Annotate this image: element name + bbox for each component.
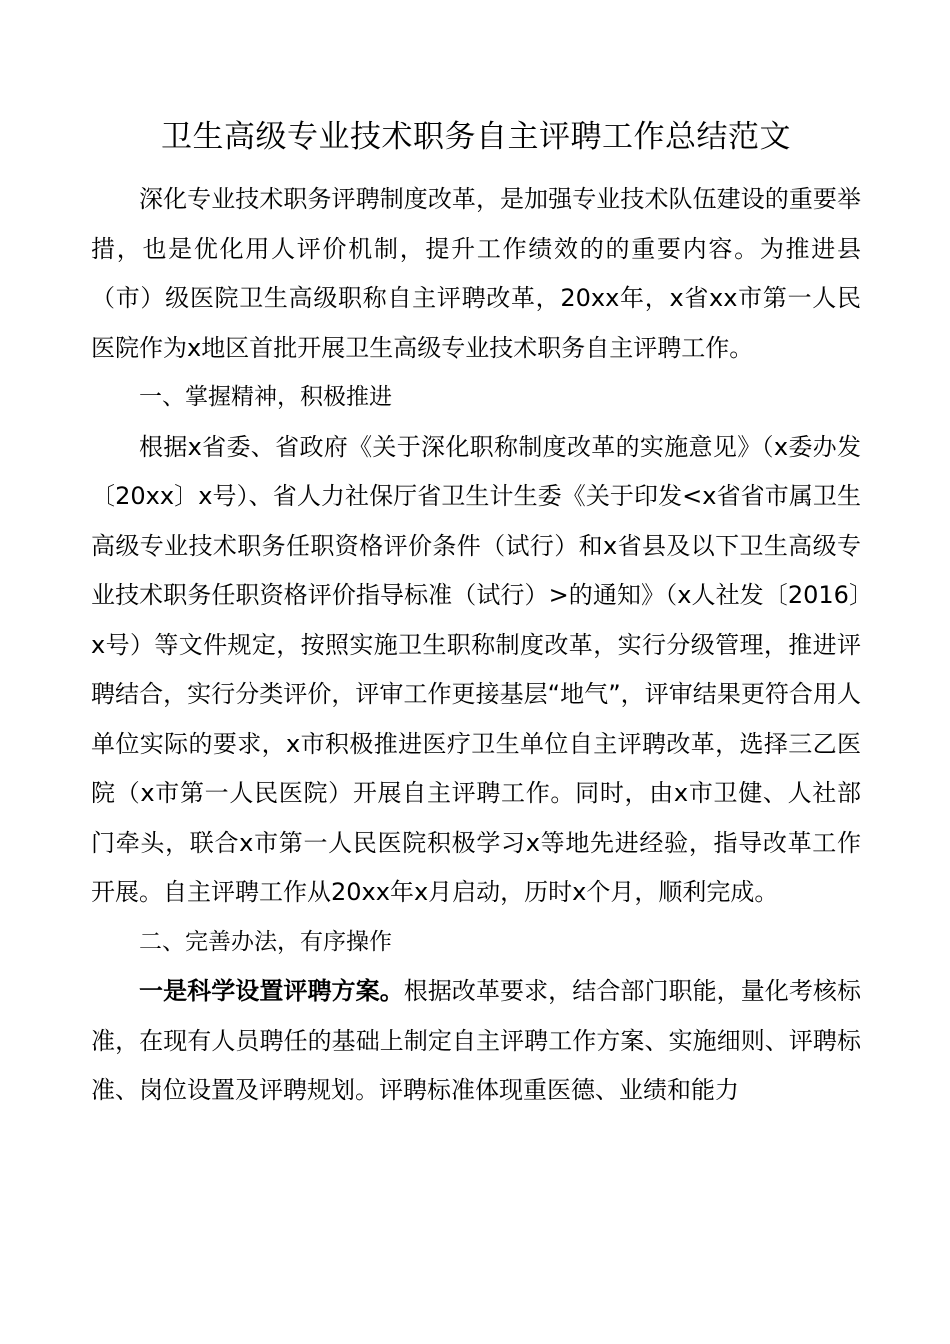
document-title: 卫生高级专业技术职务自主评聘工作总结范文 — [161, 119, 791, 155]
section-2-paragraph — [91, 967, 861, 1116]
section-2-lead: 一是科学设置评聘方案。 — [139, 977, 404, 1005]
intro-paragraph: 深化专业技术职务评聘制度改革，是加强专业技术队伍建设的重要举措，也是优化用人评价机制，提升工作绩效的的重要内容。为推进县（市）级医院卫生高级职称自主评聘改革，20xx年，x省xx市第一人民医院作为x地区首批开展卫生高级专业技术职务自主评聘工作。 — [91, 185, 861, 362]
section-1-paragraph: 根据x省委、省政府《关于深化职称制度改革的实施意见》（x委办发〔20xx〕x号）、省人力社保厅省卫生计生委《关于印发<x省省市属卫生高级专业技术职务任职资格评价条件（试行）和x省县及以下卫生高级专业技术职务任职资格评价指导标准（试行）>的通知》（x人社发〔2016〕x号）等文件规定，按照实施卫生职称制度改革，实行分级管理，推进评聘结合，实行分类评价，评审工作更接基层“地气”，评审结果更符合用人单位实际的要求，x市积极推进医疗卫生单位自主评聘改革，选择三乙医院（x市第一人民医院）开展自主评聘工作。同时，由x市卫健、人社部门牵头，联合x市第一人民医院积极学习x等地先进经验，指导改革工作开展。自主评聘工作从20xx年x月启动，历时x个月，顺利完成。 — [91, 432, 861, 906]
section-2-body: 根据改革要求，结合部门职能，量化考核标准，在现有人员聘任的基础上制定自主评聘工作方案、实施细则、评聘标准、岗位设置及评聘规划。评聘标准体现重医德、业绩和能力 — [91, 977, 862, 1104]
document-page — [91, 112, 861, 1116]
section-1-heading: 一、掌握精神，积极推进 — [139, 384, 392, 410]
section-2-heading: 二、完善办法，有序操作 — [139, 928, 392, 955]
